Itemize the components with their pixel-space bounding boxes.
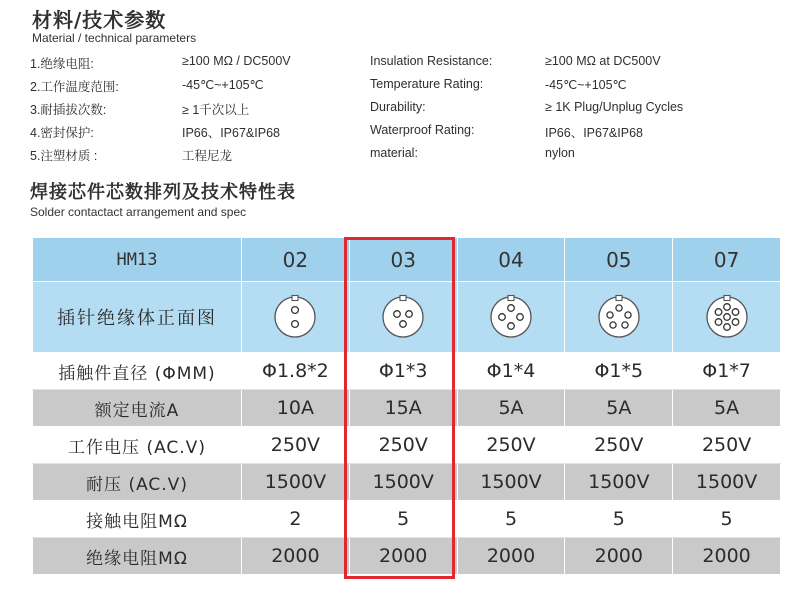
table-row xyxy=(33,390,781,427)
pin-layout-2-icon xyxy=(242,282,350,353)
section-subtitle: Material / technical parameters xyxy=(32,31,197,45)
contact-spec-table xyxy=(32,237,781,575)
row-label: 额定电流A xyxy=(33,390,242,427)
cell: 2000 xyxy=(673,538,781,575)
pin-layout-7-icon xyxy=(673,282,781,353)
row-label: 接触电阻MΩ xyxy=(33,501,242,538)
cell: 250V xyxy=(349,427,457,464)
cell: Φ1*5 xyxy=(565,353,673,390)
pin-layout-3-icon xyxy=(349,282,457,353)
table-row xyxy=(33,464,781,501)
cell: Φ1.8*2 xyxy=(242,353,350,390)
parameter-row xyxy=(30,54,770,76)
header-col: 07 xyxy=(673,238,781,282)
param-en-value: nylon xyxy=(545,146,575,160)
cell: 1500V xyxy=(673,464,781,501)
header-col: 05 xyxy=(565,238,673,282)
param-value: -45℃~+105℃ xyxy=(182,78,264,92)
param-label: 3.耐插拔次数: xyxy=(30,103,107,117)
param-label: 1.绝缘电阻: xyxy=(30,57,94,71)
header-col: 03 xyxy=(349,238,457,282)
table-row xyxy=(33,501,781,538)
table-section-subtitle: Solder contactact arrangement and spec xyxy=(30,205,247,219)
parameter-row xyxy=(30,77,770,99)
table-row xyxy=(33,427,781,464)
cell: 250V xyxy=(565,427,673,464)
row-label: 绝缘电阻MΩ xyxy=(33,538,242,575)
cell: 10A xyxy=(242,390,350,427)
row-label: 耐压 (AC.V) xyxy=(33,464,242,501)
pin-diagram-row xyxy=(33,282,781,353)
param-label: 2.工作温度范围: xyxy=(30,80,119,94)
param-en-value: IP66、IP67&IP68 xyxy=(545,126,643,140)
param-en-value: ≥ 1K Plug/Unplug Cycles xyxy=(545,100,684,114)
cell: 1500V xyxy=(457,464,565,501)
cell: Φ1*4 xyxy=(457,353,565,390)
cell: 250V xyxy=(457,427,565,464)
param-label: 4.密封保护: xyxy=(30,126,94,140)
header-model: HM13 xyxy=(33,238,242,282)
param-en-label: material: xyxy=(370,146,418,160)
cell: 2000 xyxy=(242,538,350,575)
cell: 1500V xyxy=(242,464,350,501)
row-label: 插针绝缘体正面图 xyxy=(33,282,242,353)
cell: 2000 xyxy=(565,538,673,575)
cell: 5 xyxy=(349,501,457,538)
cell: 5A xyxy=(565,390,673,427)
header-col: 02 xyxy=(242,238,350,282)
cell: 5A xyxy=(673,390,781,427)
param-en-value: -45℃~+105℃ xyxy=(545,78,627,92)
cell: 5 xyxy=(565,501,673,538)
param-value: IP66、IP67&IP68 xyxy=(182,126,280,140)
cell: 2 xyxy=(242,501,350,538)
cell: 2000 xyxy=(349,538,457,575)
cell: 5A xyxy=(457,390,565,427)
param-en-label: Waterproof Rating: xyxy=(370,123,475,137)
param-value: 工程尼龙 xyxy=(182,149,233,163)
table-section-title: 焊接芯件芯数排列及技术特性表 xyxy=(30,182,296,203)
pin-layout-5-icon xyxy=(565,282,673,353)
parameter-row xyxy=(30,100,770,122)
header-col: 04 xyxy=(457,238,565,282)
cell: Φ1*7 xyxy=(673,353,781,390)
param-value: ≥100 MΩ / DC500V xyxy=(182,54,291,68)
param-value: ≥ 1千次以上 xyxy=(182,103,250,117)
cell: 15A xyxy=(349,390,457,427)
pin-layout-4-icon xyxy=(457,282,565,353)
row-label: 插触件直径 (ΦMM) xyxy=(33,353,242,390)
param-en-label: Temperature Rating: xyxy=(370,77,484,91)
param-en-label: Durability: xyxy=(370,100,426,114)
cell: 1500V xyxy=(349,464,457,501)
parameter-row xyxy=(30,146,770,168)
table-row xyxy=(33,538,781,575)
cell: 250V xyxy=(242,427,350,464)
cell: 2000 xyxy=(457,538,565,575)
cell: 250V xyxy=(673,427,781,464)
table-row xyxy=(33,353,781,390)
parameter-row xyxy=(30,123,770,145)
table-header-row xyxy=(33,238,781,282)
cell: 5 xyxy=(673,501,781,538)
param-en-label: Insulation Resistance: xyxy=(370,54,493,68)
cell: 5 xyxy=(457,501,565,538)
row-label: 工作电压 (AC.V) xyxy=(33,427,242,464)
cell: Φ1*3 xyxy=(349,353,457,390)
section-title: 材料/技术参数 xyxy=(32,8,167,32)
param-en-value: ≥100 MΩ at DC500V xyxy=(545,54,661,68)
cell: 1500V xyxy=(565,464,673,501)
param-label: 5.注塑材质 : xyxy=(30,149,98,163)
